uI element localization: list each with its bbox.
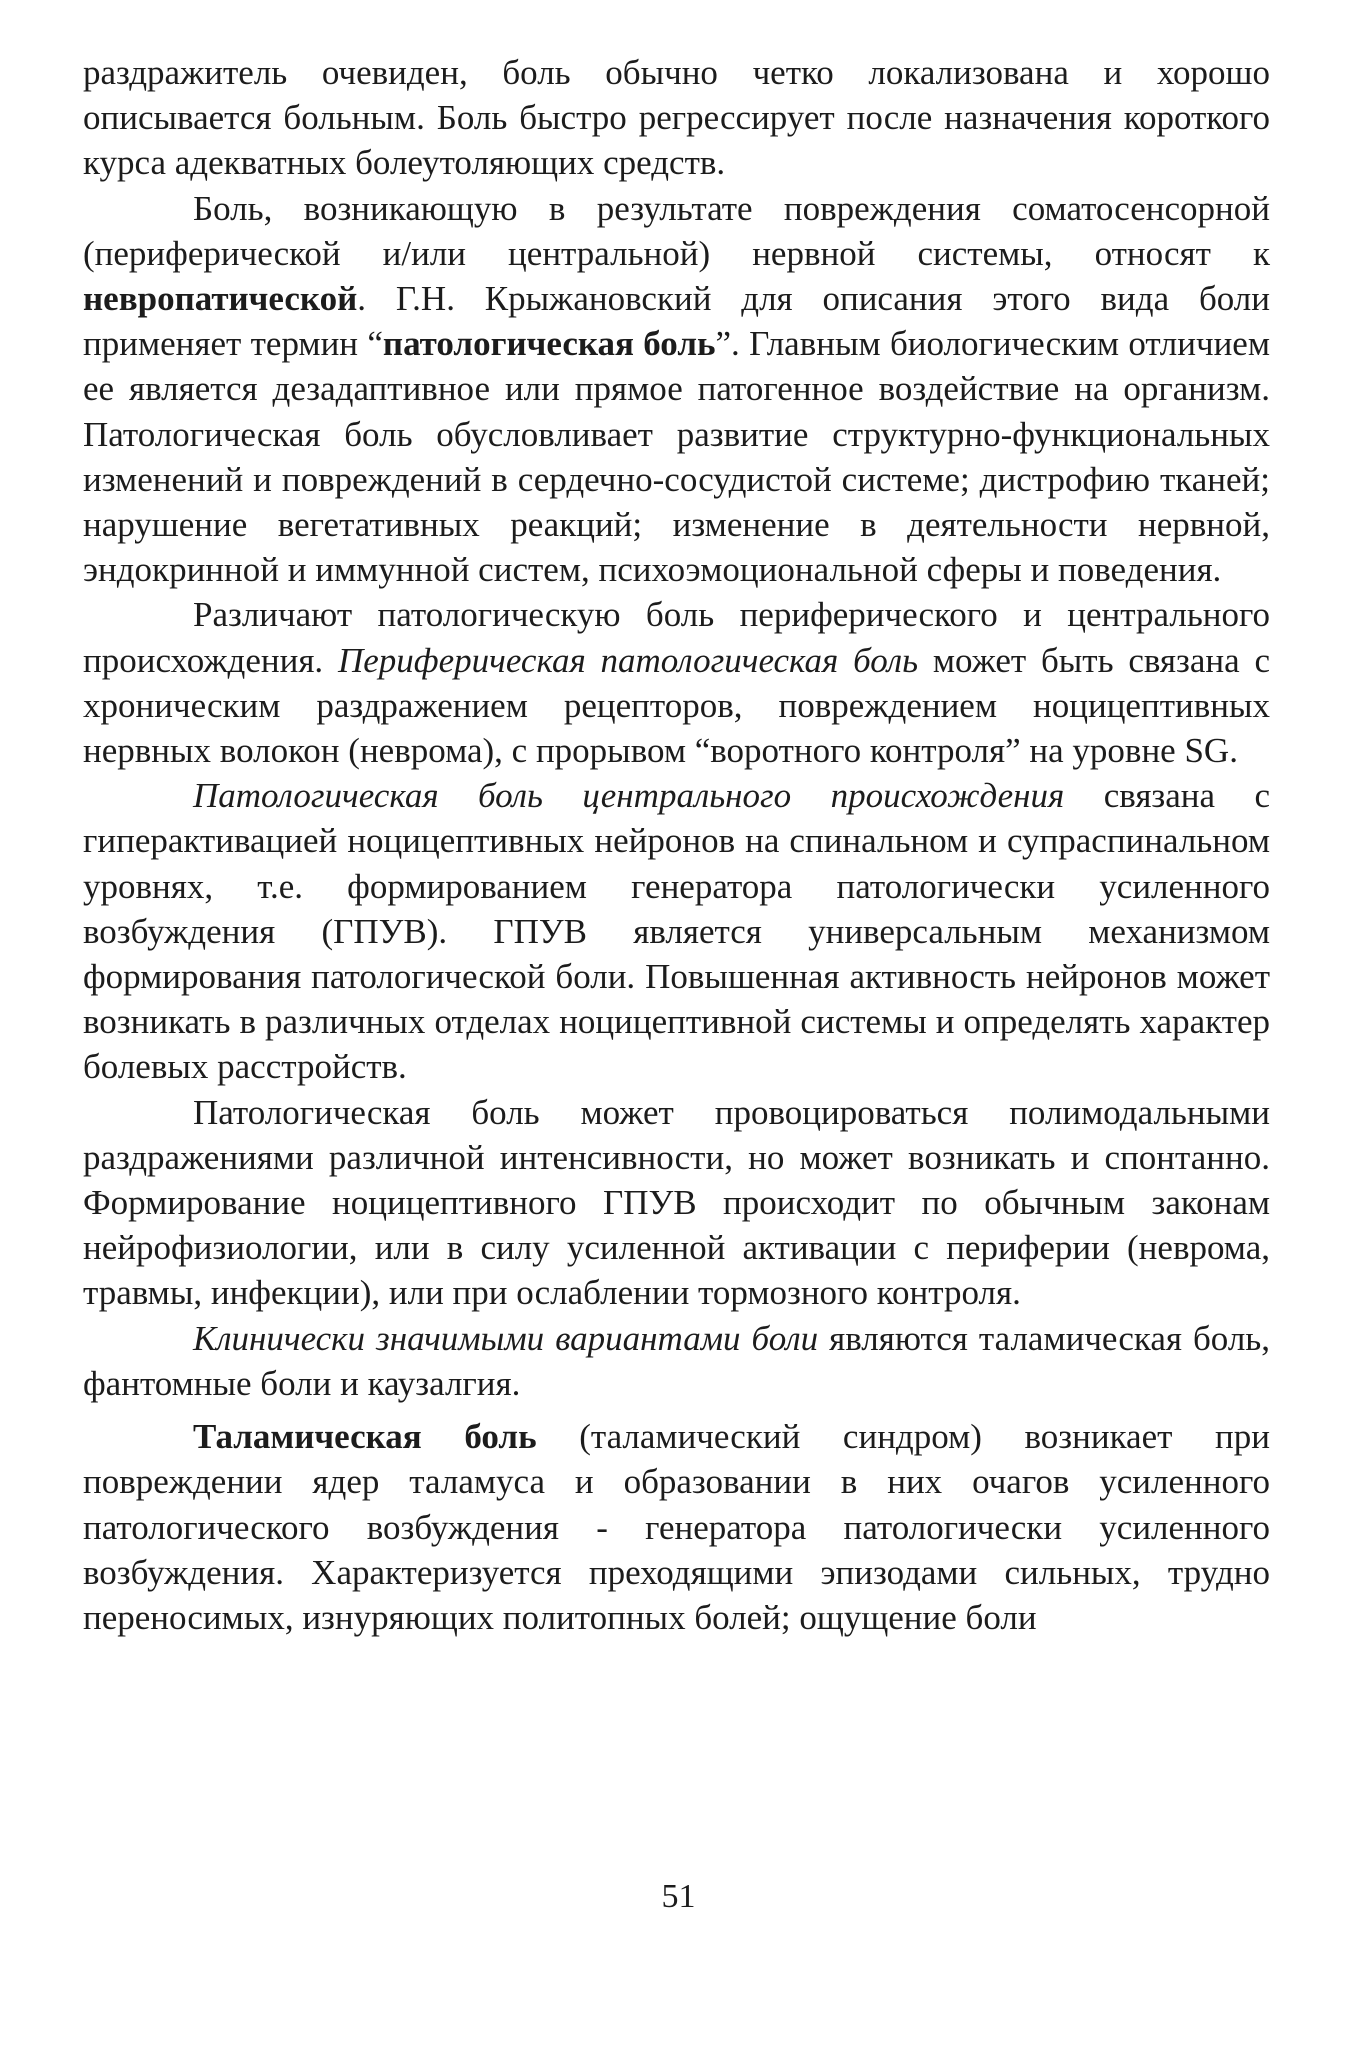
paragraph-peripheral-central [83,592,1270,773]
text-run: являются таламическая боль, фантомные боли и каузалгия. [83,1318,1271,1403]
paragraph-thalamic-pain [83,1414,1270,1640]
paragraph-central-origin [83,773,1270,1089]
term-central-origin-pain: Патологическая боль центрального происхождения [193,776,1065,816]
page-number: 51 [661,1878,696,1915]
text-run: может быть связана с хроническим раздражением рецепторов, повреждением ноцицептивных нервных волокон (неврома), с прорывом “воротного контроля” на уровне SG. [83,640,1270,771]
paragraph-clinical-variants [83,1316,1270,1406]
paragraph-provocation [83,1090,1270,1316]
text-run: (таламический синдром) возникает при повреждении ядер таламуса и образовании в них очагов усиленного патологического возбуждения - генератора патологически усиленного возбуждения. Характеризуется преходящими эпизодами сильных, трудно переносимых, изнуряющих политопных болей; ощущение боли [83,1417,1270,1637]
term-neuropathic: невропатической [83,279,358,319]
text-run: ”. Главным биологическим отличием ее является дезадаптивное или прямое патогенное воздействие на организм. Патологическая боль обусловливает развитие структурно-функциональных изменений и повреждений в сердечно-сосудистой системе; дистрофию тканей; нарушение вегетативных реакций; изменение в деятельности нервной, эндокринной и иммунной систем, психоэмоциональной сферы и поведения. [83,324,1270,590]
text-run: Боль, возникающую в результате повреждения соматосенсорной (периферической и/или центральной) нервной системы, относят к [83,188,1270,273]
paragraph-neuropathic-pain [83,186,1270,593]
page-body [83,50,1270,1640]
text-run: Различают патологическую боль периферического и центрального происхождения. [83,595,1270,680]
term-clinical-variants: Клинически значимыми вариантами боли [193,1318,819,1358]
text-run: связана с гиперактивацией ноцицептивных нейронов на спинальном и супраспинальном уровнях, т.е. формированием генератора патологически усиленного возбуждения (ГПУВ). ГПУВ является универсальным механизмом формирования патологической боли. Повышенная активность нейронов может возникать в различных отделах ноцицептивной системы и определять характер болевых расстройств. [83,776,1270,1087]
paragraph-1-text: раздражитель очевиден, боль обычно четко локализована и хорошо описывается больным. Боль быстро регрессирует после назначения короткого курса адекватных болеутоляющих средств. [83,53,1270,183]
paragraph-1 [83,50,1270,186]
term-thalamic-pain: Таламическая боль [193,1417,537,1457]
text-run: . Г.Н. Крыжановский для описания этого вида боли применяет термин “ [83,279,1270,364]
text-run: Патологическая боль может провоцироваться полимодальными раздражениями различной интенсивности, но может возникать и спонтанно. Формирование ноцицептивного ГПУВ происходит по обычным законам нейрофизиологии, или в силу усиленной активации с периферии (неврома, травмы, инфекции), или при ослаблении тормозного контроля. [83,1092,1270,1313]
term-peripheral-pathological-pain: Периферическая патологическая боль [337,640,919,680]
term-pathological-pain: патологическая боль [382,324,716,364]
